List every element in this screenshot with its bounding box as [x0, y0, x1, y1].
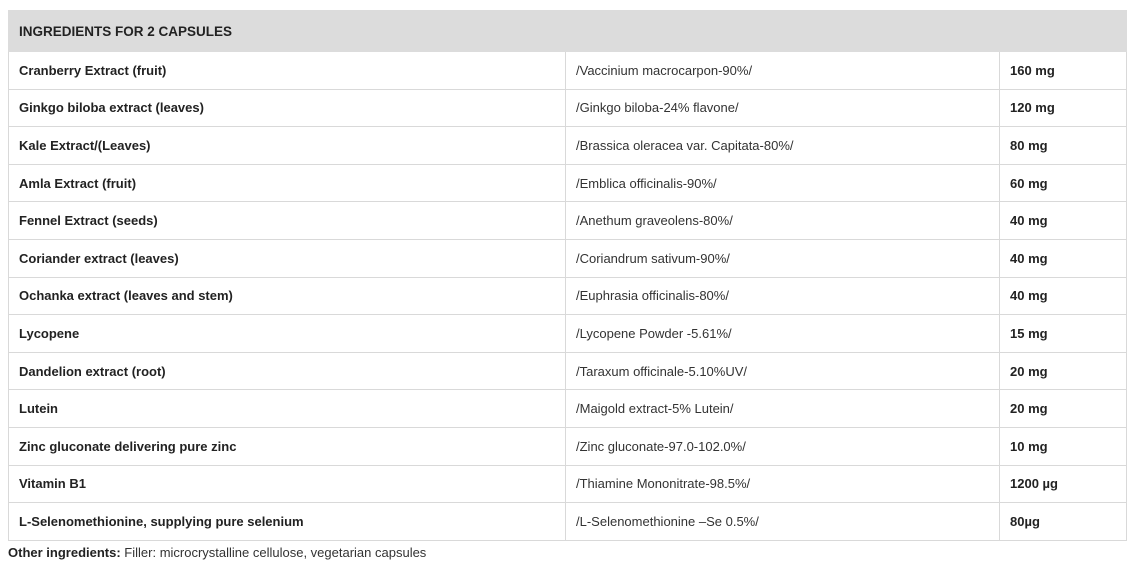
- table-row: [9, 315, 1127, 353]
- ingredient-amount: 40 mg: [1000, 239, 1127, 277]
- table-row: [9, 164, 1127, 202]
- ingredient-source: /Anethum graveolens-80%/: [566, 202, 1000, 240]
- ingredient-name: Lutein: [9, 390, 566, 428]
- ingredient-source: /Vaccinium macrocarpon-90%/: [566, 52, 1000, 90]
- ingredient-amount: 15 mg: [1000, 315, 1127, 353]
- ingredient-source: /Taraxum officinale-5.10%UV/: [566, 352, 1000, 390]
- ingredient-source: /Emblica officinalis-90%/: [566, 164, 1000, 202]
- ingredient-source: /Ginkgo biloba-24% flavone/: [566, 89, 1000, 127]
- ingredient-name: Coriander extract (leaves): [9, 239, 566, 277]
- ingredient-amount: 60 mg: [1000, 164, 1127, 202]
- ingredient-name: Ochanka extract (leaves and stem): [9, 277, 566, 315]
- table-row: [9, 277, 1127, 315]
- ingredient-source: /Thiamine Mononitrate-98.5%/: [566, 465, 1000, 503]
- ingredient-name: L-Selenomethionine, supplying pure selenium: [9, 503, 566, 541]
- other-ingredients-text: Filler: microcrystalline cellulose, vegetarian capsules: [120, 545, 427, 560]
- ingredient-name: Zinc gluconate delivering pure zinc: [9, 427, 566, 465]
- table-row: [9, 202, 1127, 240]
- table-row: [9, 52, 1127, 90]
- table-row: [9, 390, 1127, 428]
- table-row: [9, 127, 1127, 165]
- ingredient-source: /Zinc gluconate-97.0-102.0%/: [566, 427, 1000, 465]
- other-ingredients: [8, 545, 426, 560]
- ingredient-name: Vitamin B1: [9, 465, 566, 503]
- ingredient-name: Fennel Extract (seeds): [9, 202, 566, 240]
- ingredient-amount: 10 mg: [1000, 427, 1127, 465]
- ingredient-amount: 80 mg: [1000, 127, 1127, 165]
- ingredient-name: Amla Extract (fruit): [9, 164, 566, 202]
- table-header: INGREDIENTS FOR 2 CAPSULES: [9, 11, 1127, 52]
- ingredient-source: /Euphrasia officinalis-80%/: [566, 277, 1000, 315]
- table-row: [9, 427, 1127, 465]
- ingredient-amount: 40 mg: [1000, 277, 1127, 315]
- ingredient-amount: 20 mg: [1000, 352, 1127, 390]
- ingredient-name: Cranberry Extract (fruit): [9, 52, 566, 90]
- ingredient-source: /Brassica oleracea var. Capitata-80%/: [566, 127, 1000, 165]
- table-row: [9, 352, 1127, 390]
- table-row: [9, 89, 1127, 127]
- ingredient-amount: 160 mg: [1000, 52, 1127, 90]
- table-row: [9, 465, 1127, 503]
- ingredient-source: /Lycopene Powder -5.61%/: [566, 315, 1000, 353]
- ingredient-name: Dandelion extract (root): [9, 352, 566, 390]
- ingredient-amount: 20 mg: [1000, 390, 1127, 428]
- ingredient-name: Ginkgo biloba extract (leaves): [9, 89, 566, 127]
- table-header-row: [9, 11, 1127, 52]
- ingredient-source: /Maigold extract-5% Lutein/: [566, 390, 1000, 428]
- ingredient-amount: 80µg: [1000, 503, 1127, 541]
- ingredient-amount: 120 mg: [1000, 89, 1127, 127]
- ingredient-source: /Coriandrum sativum-90%/: [566, 239, 1000, 277]
- table-row: [9, 503, 1127, 541]
- other-ingredients-label: Other ingredients:: [8, 545, 121, 560]
- ingredient-name: Kale Extract/(Leaves): [9, 127, 566, 165]
- ingredients-table: [8, 10, 1127, 541]
- ingredient-name: Lycopene: [9, 315, 566, 353]
- ingredient-source: /L-Selenomethionine –Se 0.5%/: [566, 503, 1000, 541]
- ingredient-amount: 40 mg: [1000, 202, 1127, 240]
- ingredients-section: [8, 10, 1126, 541]
- ingredient-amount: 1200 µg: [1000, 465, 1127, 503]
- table-row: [9, 239, 1127, 277]
